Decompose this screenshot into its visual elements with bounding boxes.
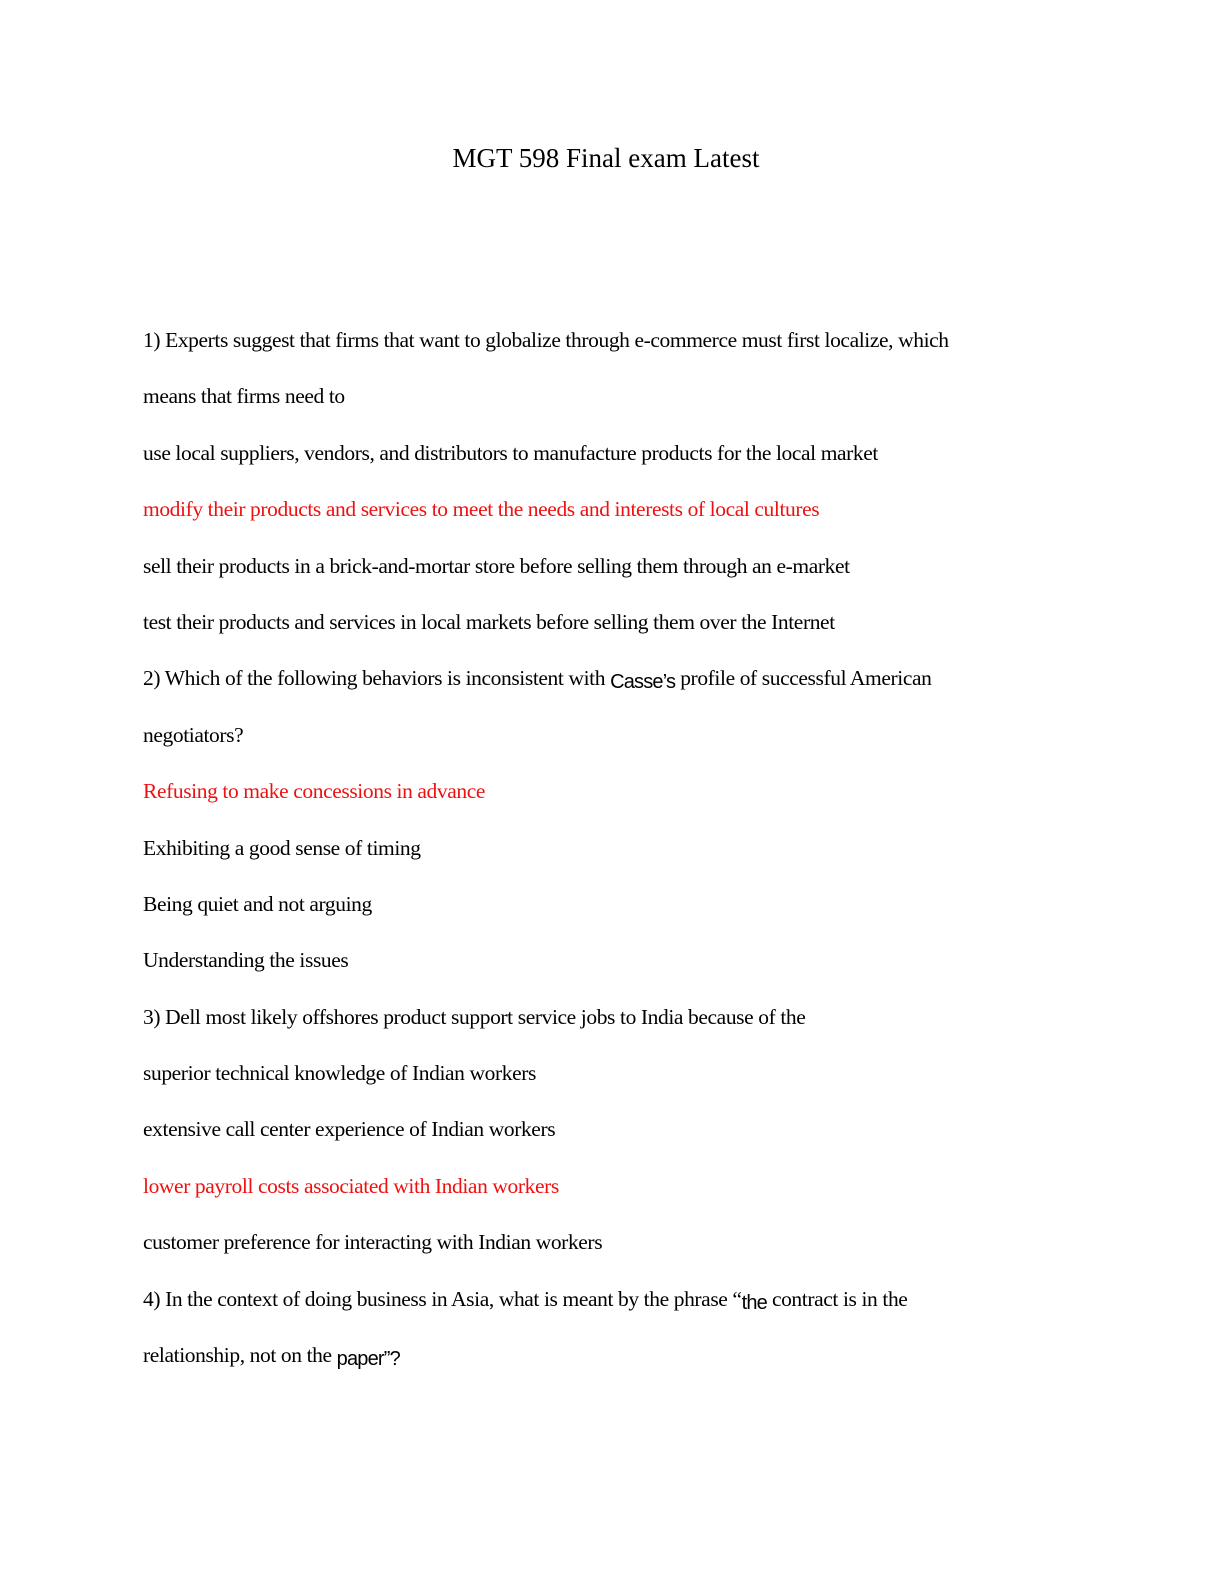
question-1-prompt-line-1: 1) Experts suggest that firms that want to globalize through e-commerce must first localize, which xyxy=(143,328,949,352)
page-title: MGT 598 Final exam Latest xyxy=(452,143,760,173)
question-1-option-a: use local suppliers, vendors, and distributors to manufacture products for the local market xyxy=(143,440,878,465)
question-4-prompt-line-2-end: paper”? xyxy=(336,1348,400,1371)
question-2-prompt-line-1 xyxy=(143,650,1043,706)
question-2-option-b: Exhibiting a good sense of timing xyxy=(143,835,421,860)
question-3-option-c-correct: lower payroll costs associated with Indian workers xyxy=(143,1173,559,1198)
question-2-prompt-name: Casse’s xyxy=(610,671,676,694)
question-4-prompt-text-start: 4) In the context of doing business in Asia, what is meant by the phrase “ xyxy=(143,1286,742,1311)
question-1-option-d: test their products and services in local markets before selling them over the Internet xyxy=(143,609,835,634)
question-4-prompt-text-end: contract is in the xyxy=(766,1286,908,1311)
question-3 xyxy=(143,989,1043,1271)
exam-content xyxy=(143,312,1043,1383)
question-1 xyxy=(143,312,1043,650)
question-4-prompt-line-2 xyxy=(143,1327,1043,1383)
question-4-prompt-word: the xyxy=(741,1291,767,1314)
question-3-prompt-line-1: 3) Dell most likely offshores product support service jobs to India because of the xyxy=(143,1004,806,1029)
question-2-prompt-text-start: 2) Which of the following behaviors is inconsistent with xyxy=(143,666,611,691)
question-2-prompt-text-end: profile of successful American xyxy=(675,666,932,691)
question-2-option-c: Being quiet and not arguing xyxy=(143,891,372,916)
question-4-prompt-line-1 xyxy=(143,1271,1043,1327)
question-1-option-c: sell their products in a brick-and-mortar store before selling them through an e-market xyxy=(143,553,850,578)
question-1-prompt-line-2: means that firms need to xyxy=(143,384,345,409)
question-2 xyxy=(143,650,1043,988)
question-4-prompt-line-2-start: relationship, not on the xyxy=(143,1343,337,1368)
question-3-option-d: customer preference for interacting with Indian workers xyxy=(143,1230,603,1255)
question-4 xyxy=(143,1271,1043,1384)
question-1-option-b-correct: modify their products and services to meet the needs and interests of local cultures xyxy=(143,497,820,522)
question-2-prompt-line-2: negotiators? xyxy=(143,722,244,747)
question-2-option-d: Understanding the issues xyxy=(143,948,349,973)
question-2-option-a-correct: Refusing to make concessions in advance xyxy=(143,779,486,804)
question-3-option-a: superior technical knowledge of Indian workers xyxy=(143,1061,536,1086)
question-3-option-b: extensive call center experience of Indian workers xyxy=(143,1117,556,1142)
